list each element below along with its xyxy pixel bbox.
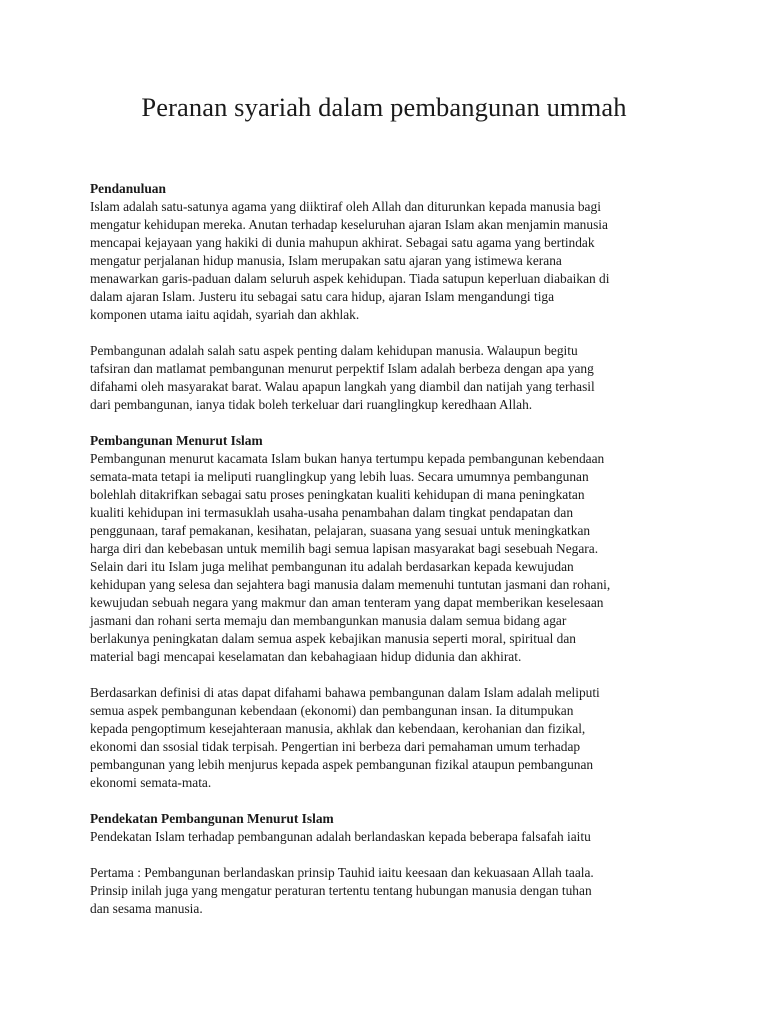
text-line: tafsiran dan matlamat pembangunan menurut perpektif Islam adalah berbeza dengan apa yang: [90, 361, 594, 376]
text-line: semua aspek pembangunan kebendaan (ekonomi) dan pembangunan insan. Ia ditumpukan: [90, 703, 574, 718]
document-section: [90, 180, 690, 414]
section-heading: Pendekatan Pembangunan Menurut Islam: [90, 811, 334, 826]
text-line: mengatur kehidupan mereka. Anutan terhadap keseluruhan ajaran Islam akan menjamin manusia: [90, 217, 608, 232]
text-line: kepada pengoptimum kesejahteraan manusia, akhlak dan kebendaan, kerohanian dan fizikal,: [90, 721, 586, 736]
text-line: Pendekatan Islam terhadap pembangunan adalah berlandaskan kepada beberapa falsafah iaitu: [90, 829, 591, 844]
text-line: penggunaan, taraf pemakanan, kesihatan, pelajaran, suasana yang sesuai untuk meningkatkan: [90, 523, 591, 538]
document-section: [90, 810, 690, 918]
text-line: material bagi mencapai keselamatan dan kebahagiaan hidup didunia dan akhirat.: [90, 649, 522, 664]
text-line: kualiti kehidupan ini termasuklah usaha-usaha penambahan dalam tingkat pendapatan dan: [90, 505, 574, 520]
text-line: dan sesama manusia.: [90, 901, 203, 916]
text-line: Pembangunan menurut kacamata Islam bukan hanya tertumpu kepada pembangunan kebendaan: [90, 451, 605, 466]
text-line: dari pembangunan, ianya tidak boleh terkeluar dari ruanglingkup keredhaan Allah.: [90, 397, 533, 412]
text-line: berlakunya peningkatan dalam semua aspek kebajikan manusia seperti moral, spiritual dan: [90, 631, 576, 646]
paragraph: [90, 342, 690, 414]
text-line: mencapai kejayaan yang hakiki di dunia mahupun akhirat. Sebagai satu agama yang bertindak: [90, 235, 595, 250]
text-line: pembangunan yang lebih menjurus kepada aspek pembangunan fizikal ataupun pembangunan: [90, 757, 594, 772]
document-section: [90, 432, 690, 792]
text-line: Berdasarkan definisi di atas dapat difahami bahawa pembangunan dalam Islam adalah meliputi: [90, 685, 600, 700]
paragraph: [90, 828, 690, 846]
text-line: kewujudan sebuah negara yang makmur dan aman tenteram yang dapat memberikan keselesaan: [90, 595, 604, 610]
text-line: difahami oleh masyarakat barat. Walau apapun langkah yang diambil dan natijah yang terhasil: [90, 379, 595, 394]
text-line: ekonomi dan ssosial tidak terpisah. Pengertian ini berbeza dari pemahaman umum terhadap: [90, 739, 581, 754]
text-line: ekonomi semata-mata.: [90, 775, 212, 790]
section-heading: Pendanuluan: [90, 181, 166, 196]
text-line: semata-mata tetapi ia meliputi ruanglingkup yang lebih luas. Secara umumnya pembangunan: [90, 469, 589, 484]
paragraph: [90, 450, 690, 666]
text-line: Selain dari itu Islam juga melihat pembangunan itu adalah berdasarkan kepada kewujudan: [90, 559, 574, 574]
text-line: Pembangunan adalah salah satu aspek penting dalam kehidupan manusia. Walaupun begitu: [90, 343, 578, 358]
text-line: Pertama : Pembangunan berlandaskan prinsip Tauhid iaitu keesaan dan kekuasaan Allah taala.: [90, 865, 594, 880]
text-line: komponen utama iaitu aqidah, syariah dan akhlak.: [90, 307, 360, 322]
text-line: bolehlah ditakrifkan sebagai satu proses peningkatan kualiti kehidupan di mana peningkatan: [90, 487, 585, 502]
text-line: Islam adalah satu-satunya agama yang diiktiraf oleh Allah dan diturunkan kepada manusia bagi: [90, 199, 601, 214]
document-body: [90, 180, 690, 936]
text-line: dalam ajaran Islam. Justeru itu sebagai satu cara hidup, ajaran Islam mengandungi tiga: [90, 289, 555, 304]
text-line: harga diri dan kebebasan untuk memilih bagi semua lapisan masyarakat bagi sesebuah Negara.: [90, 541, 599, 556]
paragraph: [90, 864, 690, 918]
document-title: Peranan syariah dalam pembangunan ummah: [141, 92, 627, 122]
paragraph: [90, 684, 690, 792]
text-line: menawarkan garis-paduan dalam seluruh aspek kehidupan. Tiada satupun keperluan diabaikan di: [90, 271, 610, 286]
paragraph: [90, 198, 690, 324]
text-line: mengatur perjalanan hidup manusia, Islam merupakan satu ajaran yang istimewa kerana: [90, 253, 562, 268]
text-line: Prinsip inilah juga yang mengatur peraturan tertentu tentang hubungan manusia dengan tuhan: [90, 883, 592, 898]
text-line: kehidupan yang selesa dan sejahtera bagi manusia dalam memenuhi tuntutan jasmani dan rohani,: [90, 577, 611, 592]
section-heading: Pembangunan Menurut Islam: [90, 433, 263, 448]
text-line: jasmani dan rohani serta memaju dan membangunkan manusia dalam semua bidang agar: [90, 613, 567, 628]
